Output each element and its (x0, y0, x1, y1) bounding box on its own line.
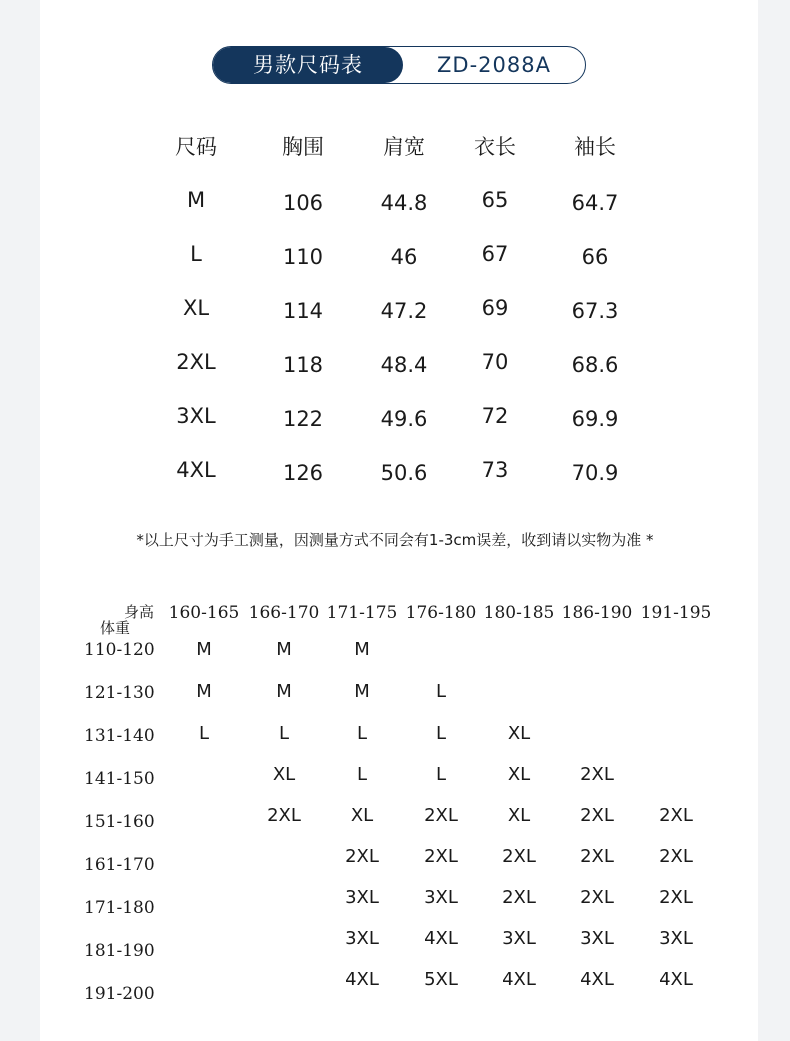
size-table-cell: 66 (581, 245, 609, 269)
grid-size-cell: 3XL (345, 887, 379, 908)
model-number: ZD-2088A (437, 53, 551, 77)
size-table-cell: 106 (282, 191, 324, 215)
size-table-header: 衣长 (474, 135, 516, 159)
grid-size-cell: XL (507, 764, 531, 785)
grid-size-cell: 2XL (659, 887, 693, 908)
size-table-cell: 44.8 (380, 191, 428, 215)
grid-size-cell: XL (507, 723, 531, 744)
grid-size-cell: L (435, 764, 447, 785)
grid-weight-label: 141-150 (84, 769, 155, 789)
grid-size-cell: 2XL (502, 846, 536, 867)
grid-size-cell: 2XL (659, 846, 693, 867)
grid-size-cell: 2XL (424, 805, 458, 826)
grid-size-cell: 2XL (502, 887, 536, 908)
size-table-cell: 64.7 (571, 191, 619, 215)
size-table-cell: 70 (481, 350, 509, 374)
size-table-cell: 110 (282, 245, 324, 269)
grid-size-cell: M (276, 639, 292, 660)
grid-size-cell: L (435, 681, 447, 702)
size-table-cell: 70.9 (571, 461, 619, 485)
grid-size-cell: M (354, 681, 370, 702)
size-table-cell: 68.6 (571, 353, 619, 377)
grid-weight-label: 131-140 (84, 726, 155, 746)
grid-size-cell: L (356, 723, 368, 744)
size-table-cell: 49.6 (380, 407, 428, 431)
size-table-cell: 48.4 (380, 353, 428, 377)
grid-size-cell: L (435, 723, 447, 744)
grid-size-cell: 3XL (424, 887, 458, 908)
grid-size-cell: 4XL (502, 969, 536, 990)
grid-size-cell: XL (350, 805, 374, 826)
size-table-header: 胸围 (282, 135, 324, 159)
grid-weight-label: 151-160 (84, 812, 155, 832)
size-table-size: XL (182, 296, 210, 320)
grid-size-cell: 2XL (267, 805, 301, 826)
size-table-cell: 67 (481, 242, 509, 266)
grid-weight-label: 161-170 (84, 855, 155, 875)
grid-weight-label: 121-130 (84, 683, 155, 703)
grid-size-cell: L (278, 723, 290, 744)
grid-size-cell: L (356, 764, 368, 785)
measurement-note: *以上尺寸为手工测量，因测量方式不同会有1-3cm误差，收到请以实物为准 * (136, 531, 654, 549)
size-table-size: 2XL (176, 350, 216, 374)
chart-title: 男款尺码表 (213, 47, 403, 83)
grid-size-cell: 2XL (659, 805, 693, 826)
size-table-cell: 67.3 (571, 299, 619, 323)
grid-weight-label: 110-120 (84, 640, 155, 660)
grid-size-cell: 3XL (502, 928, 536, 949)
grid-size-cell: L (198, 723, 210, 744)
grid-size-cell: 3XL (345, 928, 379, 949)
grid-size-cell: M (196, 639, 212, 660)
size-table-cell: 122 (282, 407, 324, 431)
grid-size-cell: XL (507, 805, 531, 826)
grid-height-header: 180-185 (483, 603, 555, 623)
grid-height-header: 160-165 (168, 603, 240, 623)
grid-height-header: 191-195 (640, 603, 712, 623)
grid-size-cell: 4XL (424, 928, 458, 949)
grid-size-cell: M (196, 681, 212, 702)
size-table-cell: 73 (481, 458, 509, 482)
grid-size-cell: 2XL (345, 846, 379, 867)
grid-size-cell: M (354, 639, 370, 660)
grid-size-cell: 3XL (580, 928, 614, 949)
size-table-cell: 114 (282, 299, 324, 323)
size-table-cell: 69 (481, 296, 509, 320)
header-pill (212, 46, 586, 84)
grid-height-header: 171-175 (326, 603, 398, 623)
grid-weight-label: 191-200 (84, 984, 155, 1004)
grid-size-cell: 2XL (580, 805, 614, 826)
size-table-cell: 65 (481, 188, 509, 212)
grid-size-cell: 2XL (580, 887, 614, 908)
grid-size-cell: 4XL (659, 969, 693, 990)
grid-size-cell: M (276, 681, 292, 702)
grid-size-cell: 4XL (580, 969, 614, 990)
grid-corner-height: 身高 (124, 603, 155, 621)
size-table-cell: 47.2 (380, 299, 428, 323)
grid-size-cell: 4XL (345, 969, 379, 990)
size-table-cell: 50.6 (380, 461, 428, 485)
size-table-cell: 69.9 (571, 407, 619, 431)
grid-corner-weight: 体重 (100, 619, 131, 637)
size-table-size: L (190, 242, 202, 266)
grid-weight-label: 181-190 (84, 941, 155, 961)
grid-weight-label: 171-180 (84, 898, 155, 918)
size-table-header: 肩宽 (383, 135, 425, 159)
grid-size-cell: 3XL (659, 928, 693, 949)
size-table-cell: 118 (282, 353, 324, 377)
size-table-header: 袖长 (574, 135, 616, 159)
size-table-cell: 126 (282, 461, 324, 485)
grid-size-cell: 2XL (580, 846, 614, 867)
size-table-header: 尺码 (175, 135, 217, 159)
size-table-size: 4XL (176, 458, 216, 482)
grid-size-cell: 2XL (580, 764, 614, 785)
size-table-size: M (186, 188, 206, 212)
grid-height-header: 186-190 (561, 603, 633, 623)
grid-height-header: 176-180 (405, 603, 477, 623)
size-table-size: 3XL (176, 404, 216, 428)
grid-height-header: 166-170 (248, 603, 320, 623)
grid-size-cell: 5XL (424, 969, 458, 990)
grid-size-cell: XL (272, 764, 296, 785)
grid-size-cell: 2XL (424, 846, 458, 867)
size-table-cell: 72 (481, 404, 509, 428)
size-table-cell: 46 (390, 245, 418, 269)
